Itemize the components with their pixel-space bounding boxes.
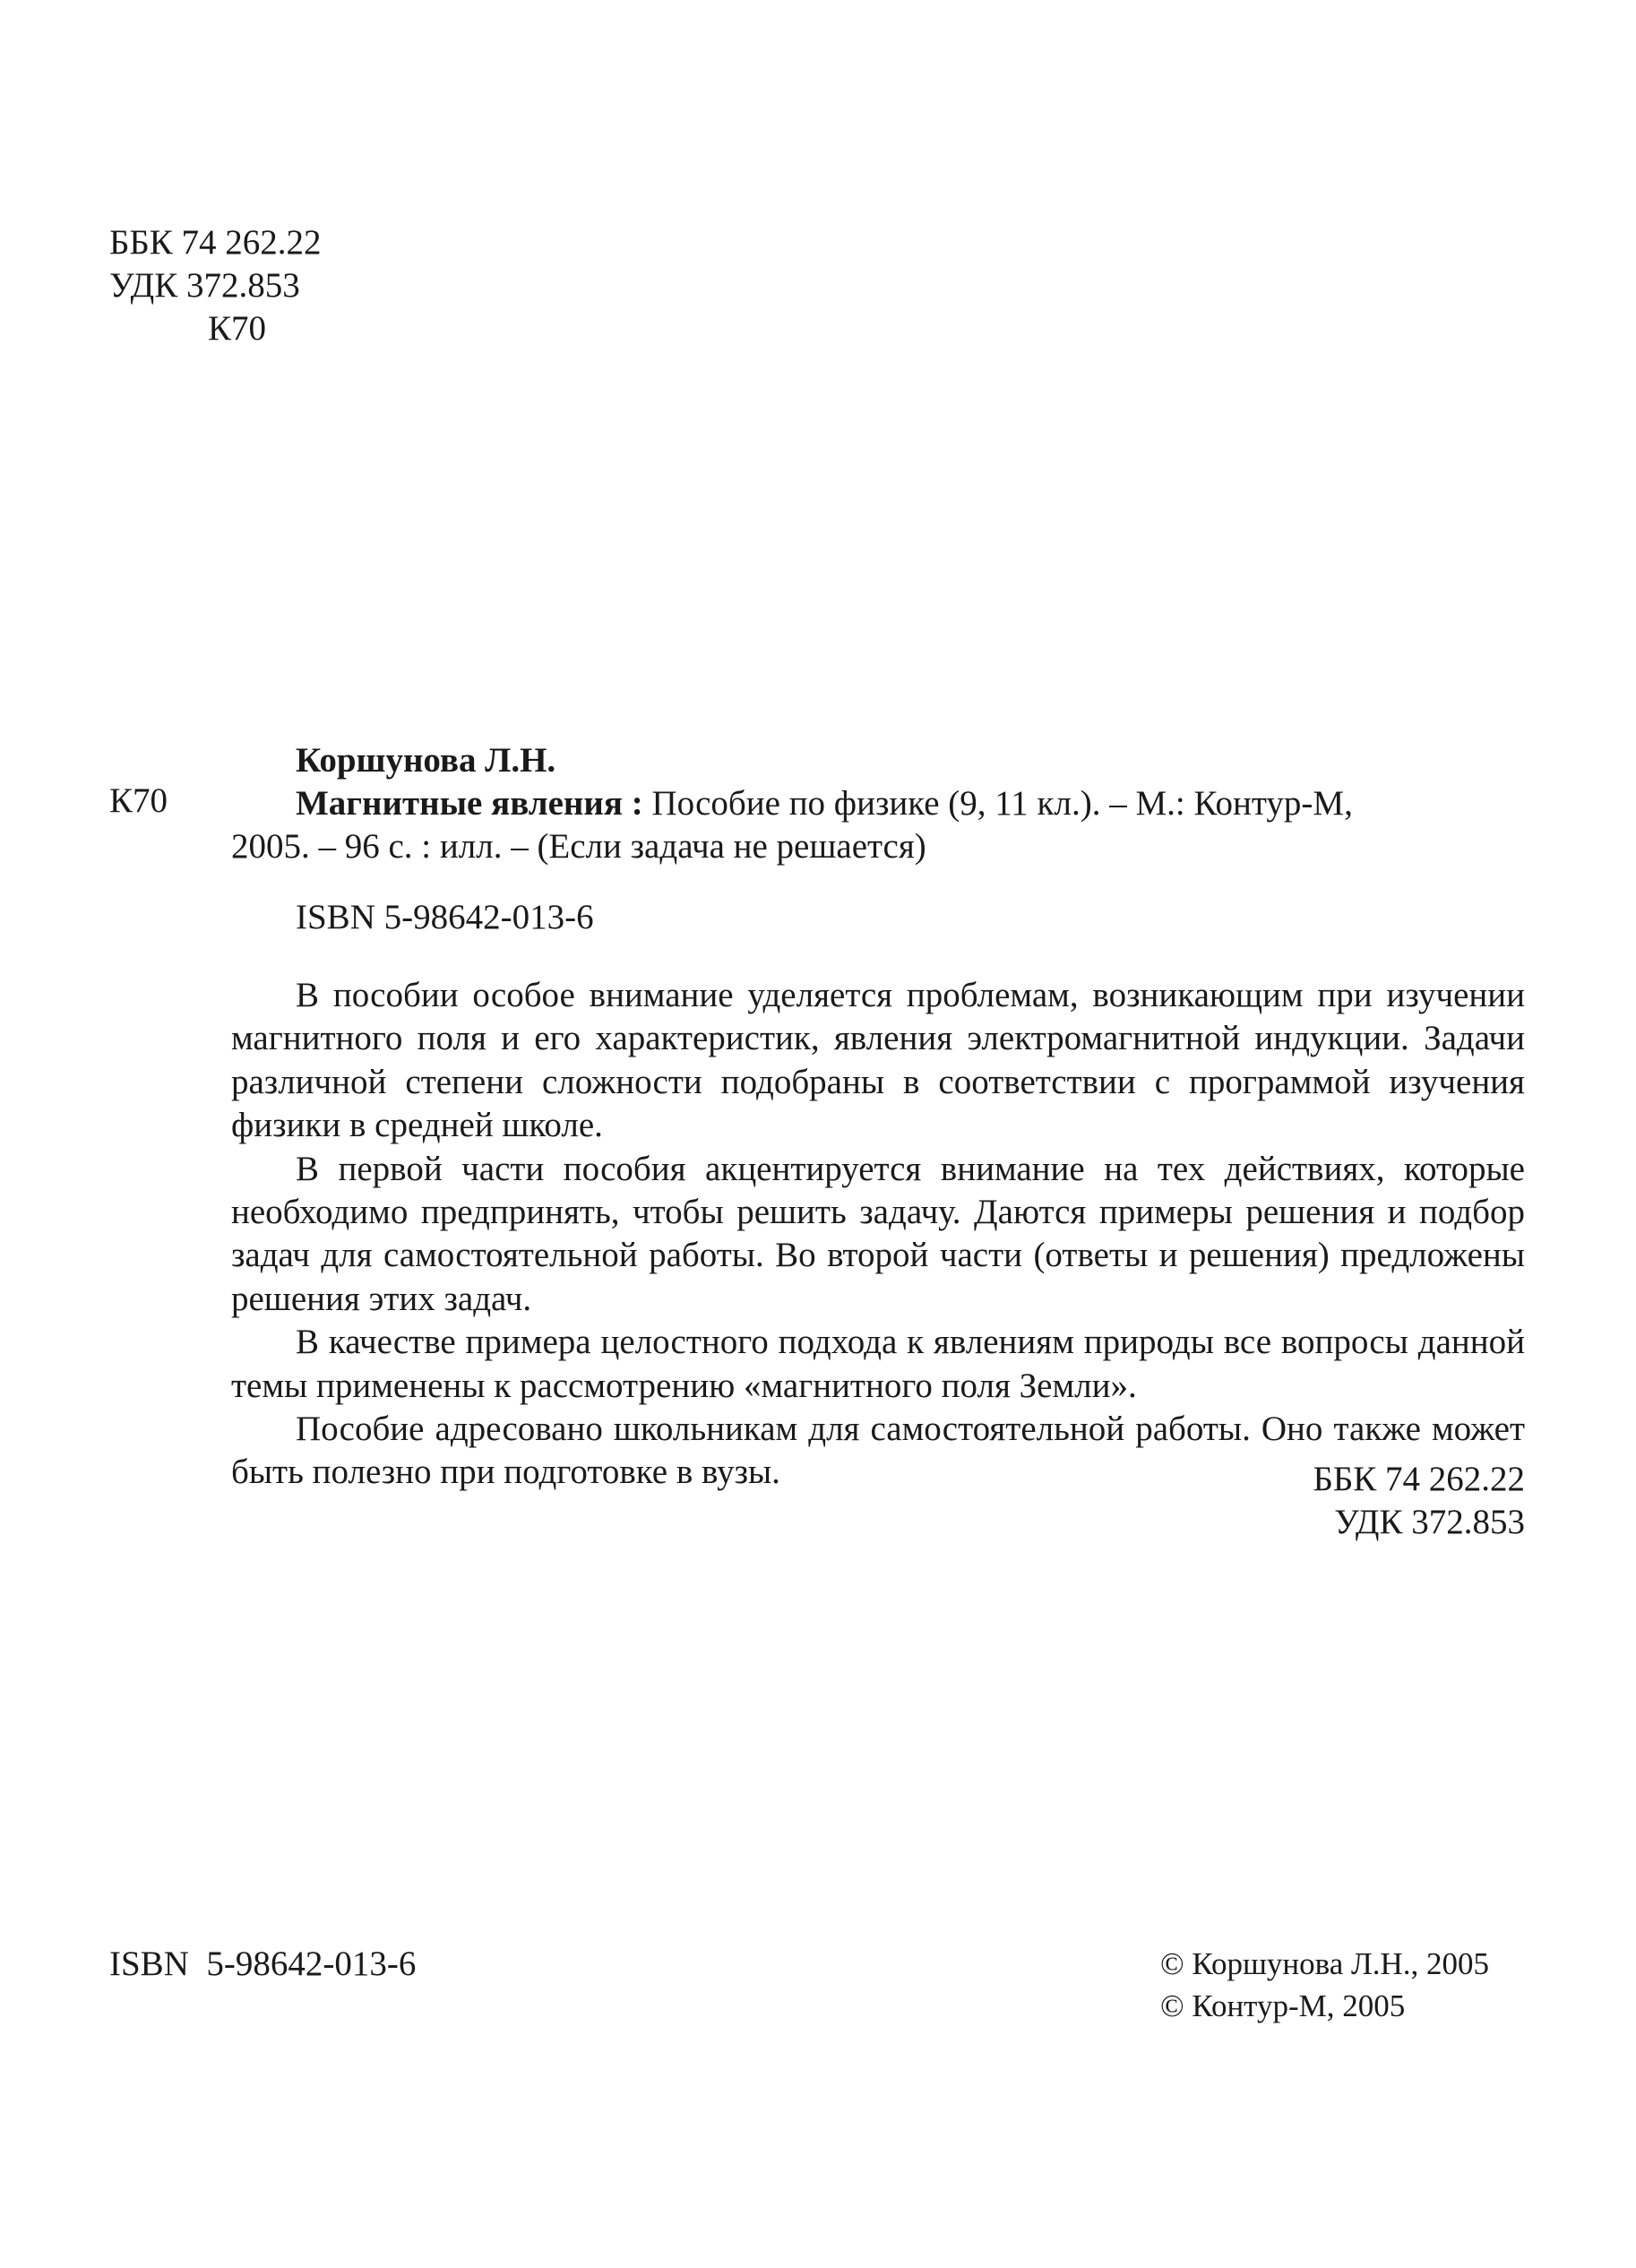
top-udk-code: УДК 372.853 [109,266,300,305]
copyright-author: © Коршунова Л.Н., 2005 [1160,1946,1489,1981]
side-author-mark: К70 [109,781,168,820]
top-classification-codes [109,221,322,350]
abstract [231,974,1525,1495]
entry-title-line [231,782,1525,825]
bibliographic-entry [231,739,1525,868]
right-udk-code: УДК 372.853 [1334,1503,1525,1541]
right-classification-codes [1313,1458,1525,1544]
copyright-block [1160,1943,1489,2027]
top-bbk-code: ББК 74 262.22 [109,223,322,262]
entry-description-cont: 2005. – 96 с. : илл. – (Если задача не решается) [231,827,926,866]
abstract-paragraph: В первой части пособия акцентируется внимание на тех действиях, которые необходимо предпринять, чтобы решить задачу. Даются примеры решения и подбор задач для самостоятельной работы. Во второй части (ответы и решения) предложены решения этих задач. [231,1149,1525,1318]
entry-description: Пособие по физике (9, 11 кл.). – М.: Контур-М, [642,784,1353,823]
copyright-publisher: © Контур-М, 2005 [1160,1988,1406,2023]
abstract-paragraph: Пособие адресовано школьникам для самостоятельной работы. Оно также может быть полезно при подготовке в вузы. [231,1410,1525,1492]
entry-title: Магнитные явления : [296,784,643,823]
abstract-paragraph: В пособии особое внимание уделяется проблемам, возникающим при изучении магнитного поля и его характеристик, явления электромагнитной индукции. Задачи различной степени сложности подобраны в соответствии с программой изучения физики в средней школе. [231,976,1525,1145]
top-author-mark: К70 [208,309,267,348]
isbn-entry: ISBN 5-98642-013-6 [296,898,594,936]
isbn-footer: ISBN 5-98642-013-6 [109,1945,417,1983]
entry-author: Коршунова Л.Н. [296,741,556,780]
right-bbk-code: ББК 74 262.22 [1313,1460,1525,1498]
abstract-paragraph: В качестве примера целостного подхода к явлениям природы все вопросы данной темы применены к рассмотрению «магнитного поля Земли». [231,1323,1525,1405]
